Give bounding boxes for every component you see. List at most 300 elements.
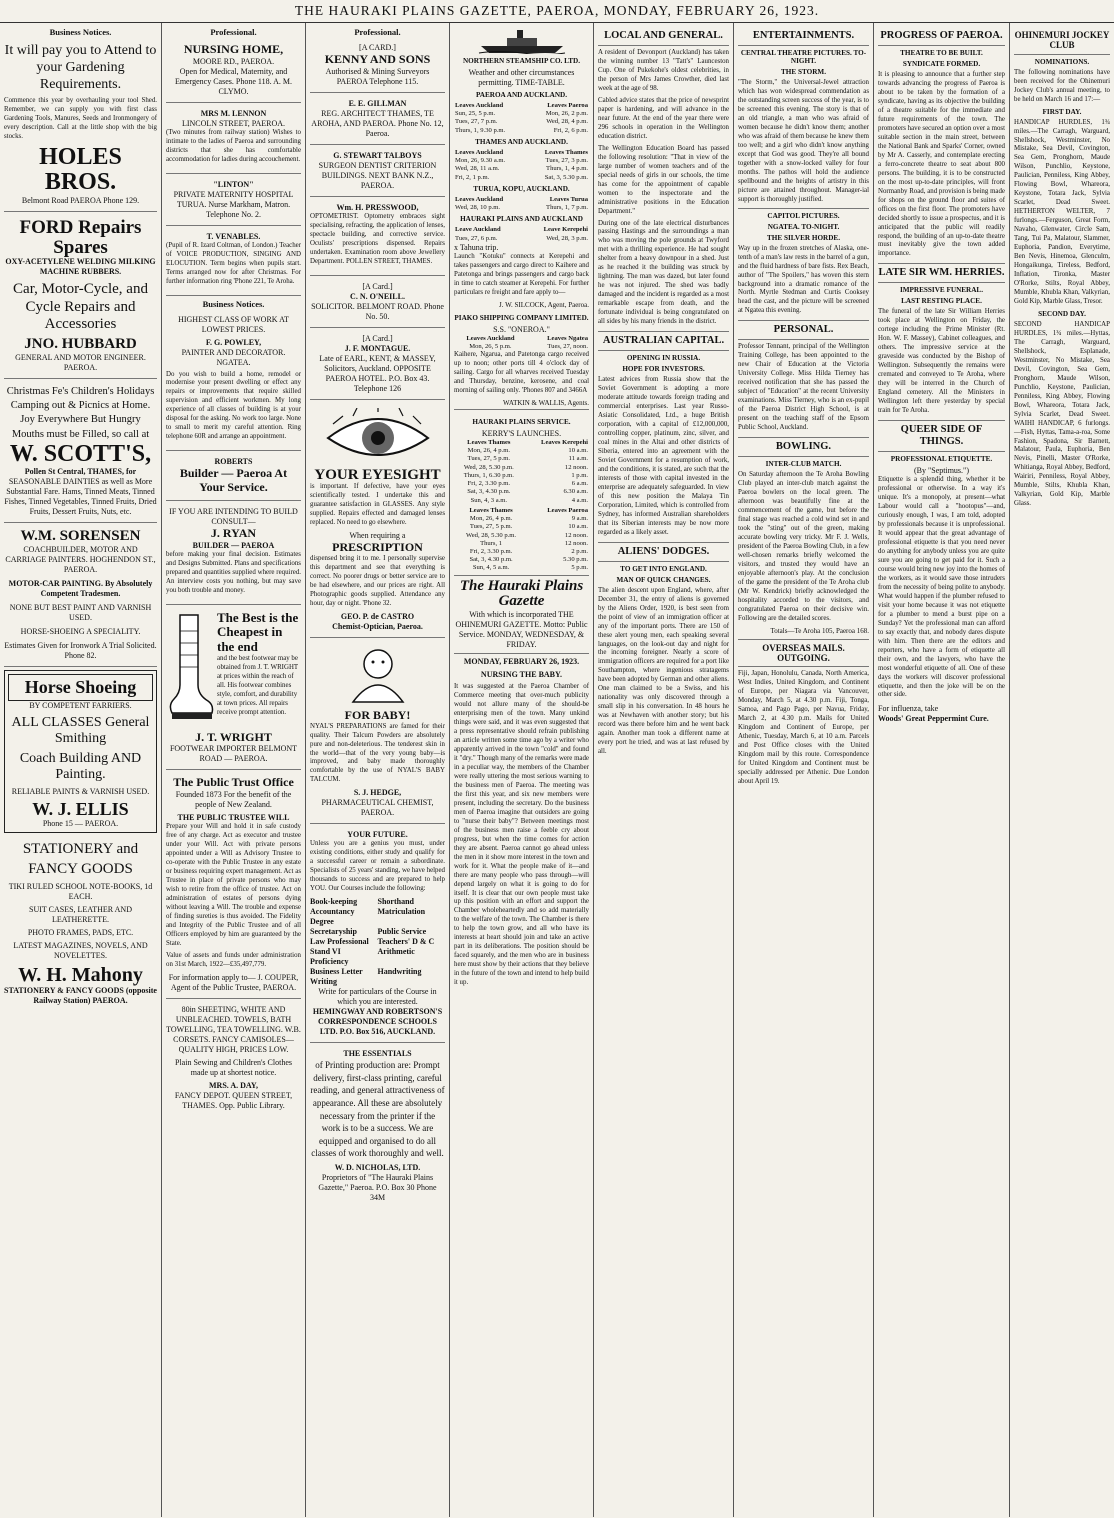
timetable-title: HAURAKI PLAINS AND AUCKLAND [460,215,583,224]
aust-text: Latest advices from Russia show that the Soviet Government is adopting a more moderate attitude towards foreign trading and commercial enterprises. Last year Russo-Asiatic Consolidated, Ltd., a huge British corporation, with a capital of £12,000,000, controlling copper, platinum, zinc, silver, and coal mines in the Altai and other districts of Siberia, entered into an agreement with the Soviet Government for a resumption of work, and the conditions, it is stated, are such that the interests of those with capital invested in the enterprise are adequately safeguarded. In view of this new position the Malaya Tin Corporation, Limited, which is controlled from Sydney, has informed Australian shareholders that its Siberian interests may be now more regarded as a likely asset. [598,376,729,536]
course-item: Matriculation [377,907,426,917]
powley-text: Do you wish to build a home, remodel or modernise your present dwelling or effect any repairs or improvements that require skilled supervision and efficient workmen. My long experience of all classes of building is at your disposal for the asking. No work too large. None to small to merit my careful attention. Ring telephone 60R and arrange an appointment. [166,370,301,441]
holes-bros-address: Belmont Road PAEROA Phone 129. [21,195,140,205]
second-day: SECOND DAY. [1038,309,1086,318]
wright-name: J. T. WRIGHT [195,729,272,744]
roberts-line: Builder — Paeroa At Your Service. [179,466,288,495]
timetable-cell: Sat, 3, 4.30 p.m. [467,488,511,496]
piako-ship: S.S. "ONEROA." [493,324,550,334]
presswood-ad [310,200,445,276]
holes-bros-name: HOLES BROS. [39,144,122,196]
course-item: Shorthand [377,897,414,907]
wright-sub: FOOTWEAR IMPORTER BELMONT ROAD — PAEROA. [169,744,298,764]
section-label: Professional. [354,27,401,37]
sewing: Plain Sewing and Children's Clothes made up at shortest notice. [175,1057,292,1077]
first-day: FIRST DAY. [1042,107,1082,116]
column-3 [306,23,450,1517]
varnish-note: NONE BUT BEST PAINT AND VARNISH USED. [9,602,152,622]
timetable-cell: Mon, 26, 4 p.m. [467,447,510,455]
column-7 [874,23,1010,1517]
hubbard-name: JNO. HUBBARD [24,336,137,353]
course-item: Book-keeping [310,897,358,907]
sorensen-sub: COACHBUILDER, MOTOR AND CARRIAGE PAINTERS. HOGHENDON ST., PAEROA. [5,544,156,574]
timetable-cell: 11 a.m. [568,455,588,463]
oneill-text: SOLICITOR. BELMONT ROAD. Phone No. 50. [311,301,444,321]
timetable-cell: 5 p.m. [571,564,588,572]
nicholas-name: W. D. NICHOLAS, LTD. [334,1162,421,1172]
timetable-row [454,157,589,165]
boot-illustration [166,611,214,731]
horse-speciality: HORSE-SHOEING A SPECIALITY. [20,626,141,636]
timetable-cell: Fri, 2, 3.30 p.m. [467,480,511,488]
kenny-card: [A CARD.] [359,43,396,52]
timetable-cell: Wed, 28, 5.30 p.m. [463,463,514,471]
column-2 [162,23,306,1517]
bowling-sub: INTER-CLUB MATCH. [765,460,842,469]
gazette-title: The Hauraki Plains Gazette [459,577,584,610]
local-text-1: A resident of Devonport (Auckland) has taken the winning number 13 "Tatt's" Launceston Cup. One of Pukekohe's oldest celebrities, in the person of Mrs James Crowther, died last week at the age of 98. [598,49,729,92]
timetable-row [454,174,589,182]
timetable-cell: Mon, 26, 9.30 a.m. [455,157,506,165]
motor-painting: MOTOR-CAR PAINTING. By Absolutely Competent Tradesmen. [8,578,153,598]
timetable-row [454,464,589,472]
lennon-name: MRS M. LENNON [200,108,267,118]
hp-note: x Tahuna trip. [454,242,499,252]
linton-ad [166,177,301,226]
timetable-cell: Sat, 3, 4.30 p.m. [469,556,513,564]
timetable-header-cell: Leave Auckland [455,226,501,234]
essentials-text: of Printing production are: Prompt delivery, first-class printing, careful reading, and general attractiveness of appearance. All these are absolutely necessary from the printer if the work is to be a success. We are equipped and organised to do all classes of work thoroughly and well. [310,1060,445,1159]
ryan-intro: IF YOU ARE INTENDING TO BUILD CONSULT— [169,506,298,526]
timetable-header-cell: Leaves Thames [467,438,511,446]
timetable-cell: Wed, 28, 5.30 p.m. [466,531,517,539]
timetable-cell: 6 a.m. [571,480,588,488]
timetable-row [454,556,589,564]
timetable-cell: Fri, 2, 3.30 p.m. [469,548,513,556]
talboys-name: G. STEWART TALBOYS [333,150,422,160]
timetable-hp [454,226,589,242]
timetable-cell: 1 p.m. [571,471,588,479]
ryan-ad [166,504,301,605]
timetable-cell: Tues, 27, noon. [547,342,588,350]
timetable-row [454,204,589,212]
hedge-ad [310,641,445,825]
powley-ad [166,312,301,452]
timetable-pa [454,102,589,135]
course-item: Public Service [377,927,427,937]
public-trust-ad [166,773,301,998]
local-general-title: LOCAL AND GENERAL. [598,30,729,46]
nominations-title: NOMINATIONS. [1034,57,1090,66]
timetable-cell: Tues, 27, 6 p.m. [455,234,498,242]
timetable-row [454,455,589,463]
timetable-header-cell: Leaves Turua [549,195,588,203]
progress-title: PROGRESS OF PAEROA. [878,30,1005,46]
piako-title: PIAKO SHIPPING COMPANY LIMITED. [454,313,589,322]
timetable-row [454,110,589,118]
photo-frames: PHOTO FRAMES, PADS, ETC. [27,928,134,938]
stationery-headline: STATIONERY and FANCY GOODS [22,840,139,878]
baby-illustration [333,644,423,704]
jockey-club-title: OHINEMURI JOCKEY CLUB [1014,30,1110,55]
castro-sub: Chemist-Optician, Paeroa. [332,621,423,631]
timetable-title: PAEROA AND AUCKLAND. [475,91,568,99]
nicholas-text: Proprietors of "The Hauraki Plains Gazette," Paeroa. P.O. Box 30 Phone 34M [318,1172,437,1202]
roberts-name: ROBERTS [214,457,253,467]
ryan-text: before making your final decision. Estimates and Designs Submitted. Plans and specifications prepared and quantities supplied where required. An interview costs you nothing, but may save you both trouble and money. [166,550,301,594]
talboys-text: SURGEON DENTIST CRITERION BUILDINGS. NEXT BANK N.Z., PAEROA. [318,160,437,190]
northern-note: Weather and other circumstances permitting. TIME-TABLE. [468,68,575,87]
tiki-notebooks: TIKI RULED SCHOOL NOTE-BOOKS, 1d EACH. [8,882,153,902]
herries-sub-2: LAST RESTING PLACE. [901,297,982,306]
timetable-header-cell: Leaves Kerepehi [541,438,588,446]
timetable-turua [454,196,589,212]
farriers: BY COMPETENT FARRIERS. [29,700,132,710]
courses-text: Write for particulars of the Course in which you are interested. [318,987,437,1007]
sorensen-ad [4,526,157,667]
smithing: ALL CLASSES General Smithing [11,714,150,746]
timetable-cell: Thurs, 1, 9.30 p.m. [455,126,506,134]
timetable-row [454,165,589,173]
progress-text: It is pleasing to announce that a further step towards advancing the progress of Paeroa is about to be taken by the formation of a syndicate, having as its objective the building of a theatre suitable for the immediate and future requirements of the town. The promoters have secured an option over a most suitable section in the main street, between the National Bank and Sparks' Corner, owned by Mr A. Casserly, and contemplate erecting a ferro-concrete theatre to seat about 800 persons. The building, it is to be constructed on the most up-to-date principles, will front Normanby Road, and provision is being made for shops on the ground floor and suites of offices on the first floor. The promoters have decided shortly to issue a prospectus, and it is anticipated that the public will readily respond, the building of an up-to-date theatre must inevitably give the town added importance. [878,71,1005,258]
castro-name: GEO. P. de CASTRO [340,611,415,621]
timetable-cell: Wed, 28, 4 p.m. [546,118,588,126]
mails-text: Fiji, Japan, Honolulu, Canada, North America, West Indies, United Kingdom, and Continent of Europe, per Niagara via Vancouver, Monday, March 5, at 4.30 p.m. Fiji, Tonga, Samoa, and Pago Pago, per Navua, Friday, March 2, at 4.30 p.m. Mails for United Kingdom and Continent of Europe, per Athenic, Tuesday, March 6, at 10 a.m. Parcels and Post Office closes with the United Kingdom mail by this route. Correspondence for United Kingdom and Continent must be specially addressed per Athenic. Due London about April 19. [738,670,869,785]
timetable-cell: Wed, 28, 3 p.m. [546,234,588,242]
aliens-sub: TO GET INTO ENGLAND. [620,564,707,573]
timetable-row [454,488,589,496]
timetable-cell: Tues, 27, 7 p.m. [455,118,498,126]
trust-title: The Public Trust Office [173,775,294,790]
ryan-line: BUILDER — PAEROA [192,540,275,550]
timetable-header-cell: Leaves Thames [544,148,588,156]
central-theatre: CENTRAL THEATRE PICTURES. TO-NIGHT. [740,49,867,66]
scott-name: W. SCOTT'S, [9,440,152,467]
timetable-row [454,515,589,523]
flu-ad: For influenza, take [878,704,939,714]
capitol-sub: NGATEA. TO-NIGHT. [767,222,840,231]
timetable-cell: 10 a.m. [568,447,588,455]
venables-text: (Pupil of R. Izard Coltman, of London.) Teacher of VOICE PRODUCTION, SINGING AND ELOCUTION. Term begins when pupils start. Terms arranged now for after Christmas. For further information ring 'Phone 221, Te Aroha. [166,241,301,285]
ford-headline: FORD Repairs Spares [19,216,142,258]
powley-sub: PAINTER AND DECORATOR. NGATEA. [181,347,286,367]
bowling-title: BOWLING. [738,437,869,457]
horde-title: THE SILVER HORDE. [766,233,841,242]
day-sub: FANCY DEPOT. QUEEN STREET, THAMES. Opp. Public Library. [174,1090,293,1110]
herries-text: The funeral of the late Sir William Herries took place at Wellington on Friday, the cortege including the Prime Minister (Rt. Hon. W. F. Massey), Cabinet colleagues, and others. The impressive service at the graveside was conducted by the Bishop of Wellington. Subsequently the remains were cremated and conveyed to Te Aroha, where they will be interred in the Church of England cemetery. All the Ministers in Wellington left there yesterday by special train for Te Aroha. [878,308,1005,415]
column-5 [594,23,734,1517]
garden-ad-headline: It will pay you to Attend to your Gardening Requirements. [4,43,157,92]
timetable-title: THAMES AND AUCKLAND. [475,137,568,146]
presswood-name: Wm. H. PRESSWOOD, [336,202,419,212]
aust-sub-2: HOPE FOR INVESTORS. [622,365,705,374]
presswood-text: OPTOMETRIST. Optometry embraces sight specialising, refracting, the application of lenses, spectacle building, and corrective service. Oculists' prescriptions dispensed. Repairs undertaken. Examination room above Jewellery Department. POLLEN STREET, THAMES. [310,212,445,265]
courses-list [310,897,445,987]
timetable-header-cell: Leaves Paeroa [547,102,588,109]
timetable-cell: Tues, 27, 5 p.m. [467,455,511,463]
car-repairs: Car, Motor-Cycle, and Cycle Repairs and Accessories [13,281,148,332]
queer-byline: (By "Septimus.") [914,466,969,476]
roberts-ad [166,454,301,501]
local-text-4: During one of the late electrical disturbances passing Hastings and the surroundings a man who was moving the pole grounds at Twyford met with a thrilling experience. He had sought shelter from a heavy downpour in a shed. Just as he reached it the building was struck by lightning. The man was dazed, but later found he was not injured. The shed was badly damaged and the incident is regarded as a most remarkable escape from death, and the fortunate individual is being congratulated on all sides by his many friends in the district. [598,219,729,326]
oneill-ad [310,279,445,328]
timetable-row [454,548,589,556]
timetable-cell: 5.30 p.m. [563,556,588,564]
silcock-signature: J. W. SILCOCK, Agent, Paeroa. [498,300,589,309]
timetable-cell: Wed, 28, 11 a.m. [455,165,500,173]
linton-title: "LINTON" [213,179,254,189]
wright-ad [166,608,301,771]
course-item: Secretaryship [310,927,357,937]
course-item: Business Letter Writing [310,967,363,987]
section-label: Business Notices. [49,27,112,37]
section-label: Business Notices. [202,298,265,309]
mahony-sub: STATIONERY & FANCY GOODS (opposite Railway Station) PAEROA. [4,986,157,1006]
essentials-title: THE ESSENTIALS [343,1049,412,1059]
eyesight-title: YOUR EYESIGHT [314,466,441,483]
timetable-row [454,540,589,548]
ford-ad [4,215,157,379]
course-item: Arithmetic [377,947,415,957]
timetable-cell: Sat, 3, 5.30 p.m. [544,173,588,181]
timetable-row [454,118,589,126]
progress-sub: THEATRE TO BE BUILT. [900,49,983,58]
course-item: Law Professional [310,937,369,947]
column-8 [1010,23,1114,1517]
timetable-header-cell: Leaves Thames [469,506,513,514]
timetable-cell: Thurs, 1, 4 p.m. [546,165,588,173]
timetable-row [454,343,589,351]
horse-shoeing: Horse Shoeing [8,674,153,701]
aliens-title: ALIENS' DODGES. [598,542,729,562]
timetable-cell: Fri, 2, 6 p.m. [553,126,588,134]
mahony-name: W. H. Mahony [18,964,143,987]
eye-icon [323,408,433,466]
timetable-cell: Sun, 4, 3 a.m. [470,496,508,504]
oxy-welding: OXY-ACETYLENE WELDING MILKING MACHINE RUBBERS. [5,257,156,277]
estimates: Estimates Given for Ironwork A Trial Solicited. Phone 82. [4,640,157,660]
prescription-intro: When requiring a [349,531,406,541]
mahony-ad [4,836,157,1012]
timetable-cell: 6.30 a.m. [563,488,588,496]
masthead: THE HAURAKI PLAINS GAZETTE, PAEROA, MONDAY, FEBRUARY 26, 1923. [294,3,820,18]
future-title: YOUR FUTURE. [347,830,408,840]
hemingway-ad [310,827,445,1043]
highest-class: HIGHEST CLASS OF WORK AT LOWEST PRICES. [178,314,289,334]
queer-title: QUEER SIDE OF THINGS. [878,420,1005,452]
powley-name: F. G. POWLEY, [205,337,262,347]
hemingway-name: HEMINGWAY AND ROBERTSON'S CORRESPONDENCE SCHOOLS LTD. P.O. Box 516, AUCKLAND. [312,1007,443,1037]
timetable-cell: Thurs, 1 [480,539,503,547]
editorial-title: NURSING THE BABY. [480,670,563,680]
timetable-row [454,523,589,531]
timetable-cell: Mon, 26, 5 p.m. [469,342,512,350]
kenny-name: KENNY AND SONS [324,52,431,66]
timetable-row [454,447,589,455]
column-6 [734,23,874,1517]
piako-agents: WATKIN & WALLIS, Agents. [502,398,589,407]
timetable-row [454,472,589,480]
hedge-sub: PHARMACEUTICAL CHEMIST, PAEROA. [321,798,434,818]
timetable-cell: 10 a.m. [568,523,588,531]
timetable-cell: Tues, 27, 3 p.m. [545,157,588,165]
northern-title: NORTHERN STEAMSHIP CO. LTD. [462,57,581,65]
kerry-service [454,413,589,576]
coach-building: Coach Building AND Painting. [19,750,142,782]
editorial-date: MONDAY, FEBRUARY 26, 1923. [463,657,580,667]
service-sub: KERRY'S LAUNCHES. [481,428,562,438]
timetable-cell: 4 a.m. [571,496,588,504]
queer-sub: PROFESSIONAL ETIQUETTE. [890,455,993,464]
gazette-masthead [454,579,589,655]
australian-capital-title: AUSTRALIAN CAPITAL. [598,331,729,351]
trust-value: Value of assets and funds under administration on 31st March, 1922—£35,497,779. [166,951,301,968]
second-day-text: SECOND HANDICAP HURDLES, 1¾ miles.—Hyttas, The Carragh, Warguard, Shellshock, Esplanade, Westminster, No Mistake, Sea Devil, Covington, Sea Gem, Pronghorn, Maude Wilson, Punchlio, Keystone, Paulician, Penniless, King Abbey, Flowing Bowl, Whareora, Totara Jack, Sylvia Scarlet, Dead Sweet. WAIHI HANDICAP, 6 furlongs.—Fish, Hyttas, Tama-a-roa, Some Fashion, Spadona, Sir Barnett, Malatour, Paula, Euphoria, Ben Nevis, Pinelli, Master O'Rorke, Whitianga, Royal Abbey, Bedford, Wairiri, Penniless, Royal Abbey, Mumble, Stilts, Khubla Khan, Valkyrian, Gold Kip, Marble Glass. [1014,320,1110,508]
timetable-cell: 12 noon. [564,539,588,547]
timetable-cell: Thurs, 1, 6.30 p.m. [463,471,514,479]
personal-title: PERSONAL. [738,320,869,340]
timetable-cell: Mon, 26, 2 p.m. [545,110,588,118]
timetable-cell: Wed, 28, 10 p.m. [455,204,501,212]
timetable-row [454,532,589,540]
timetable-row [454,564,589,572]
aust-sub: OPENING IN RUSSIA. [626,354,701,363]
oneill-name: C. N. O'NEILL. [350,291,405,301]
kenny-ad [310,40,445,93]
timetable-cell: Sun, 25, 5 p.m. [455,110,496,118]
timetable-cell: Sun, 4, 5 a.m. [472,564,510,572]
herries-title: LATE SIR WM. HERRIES. [878,263,1005,283]
launch-text: Launch "Kotuku" connects at Kerepehi and takes passengers and cargo direct to Kaihere and Patetonga and brings passengers and cargo back in time to catch steamer at Kerepehi. For further particulars re freight and fare apply to— [454,252,589,296]
gillman-ad [310,96,445,145]
timetable-cell: Mon, 26, 4 p.m. [469,515,513,523]
editorial-text: It was suggested at the Paeroa Chamber of Commerce meeting that over-much publicity would not allure many of the should-be enterprising men of the town. Many unkind things were said, and it was even suggested that a press representative should refrain publishing an article written some time ago by a writer who apparently arrived in the town "cold" and found it "dry." Though many of the remarks were made in a peculiar way, the members of the Chamber were really uttering the most serious warning to the business men of Paeroa. The meeting was the first this year, and six new members were present, including the secretary. Do the business men of Paeroa imagine that outsiders are going to "nurse their baby"? Between meetings most of the business men raise a feeble cry about progress, but when the time comes for action they are absent. Paeroa cannot go ahead unless the men in it show more interest in the town and work for it. What the people make of it—and there are many people who pass through—will depend largely on what it is going to do for itself. It is clear that our own people must take up this position with an effort and support the Chamber wholeheartedly and so add materially to the welfare of the town. The Chamber is there to help the town grow, and all who have its interests at heart should join and take an active part in its deliberations. The position should be faced squarely, and the men who are in business here must show by their actions that they believe in the future of the town and intend to help build it up. [454,683,589,987]
service-table [454,439,589,505]
queer-text: Etiquette is a splendid thing, whether it be professional or otherwise. In a way it's unique. It's a monopoly, at present—what Labour would call a "hootopus"—and, curiously enough, I was, I am told, adopted by professionals because it is unprofessional. It would appear that the great advantage of professional etiquette is that you need never do anything for anybody unless you are quite sure you are going to get paid for it. Such a course would bring new joy into the homes of the workers, as it would save those intruders from the necessity of being polite to anybody. What would happen if the plumber refused to visit your home because it was not etiquette for a plumber to mend a burst pipe on a Sunday? Yet the professional man can afford to say exactly that, and nobody dares dispute with him. Then there are the editors and reporters, who have a form of etiquette all their own, and the lawyers, who have the most wonderful etiquette of all. One of these days the workers will discover professional etiquette, and then the joke will be on the other side. [878,476,1005,699]
course-item: Stand VI Proficiency [310,947,349,967]
best-title: The Best is the Cheapest in the end [217,609,299,655]
nicholas-ad [310,1046,445,1208]
christmas-text: Christmas Fe's Children's Holidays Camping out & Picnics at Home. Joy Everywhere But Hungry Mouths must be Filled, so call at [6,385,155,440]
aliens-sub-2: MAN OF QUICK CHANGES. [616,575,711,584]
column-4 [450,23,594,1517]
newspaper-page [0,22,1114,1517]
ryan-name: J. RYAN [210,525,257,540]
ellis-phone: Phone 15 — PAEROA. [42,818,119,828]
timetable-header-cell: Leaves Auckland [455,102,504,109]
linton-text: PRIVATE MATERNITY HOSPITAL TURUA. Nurse Markham, Matron. Telephone No. 2. [173,189,294,219]
timetables [454,91,589,253]
timetable-row [454,480,589,488]
horde-text: Way up in the frozen stretches of Alaska, one-tenth of a man's law rests in the barrel of a gun, and the fluid hardness of bare fists. Rex Beach, author of "The Spoilers," has woven this stern background into a dramatic romance of the North. Myrtle Stedman and Curtis Cooksey head the cast, and the picture will be screened at Ngatea this evening. [738,244,869,315]
day-ad [166,1002,301,1116]
prescription-text: dispensed bring it to me. I personally supervise this department and see that everything is correct. No poorer drugs or better service are to be had elsewhere, and our prices are right. All Photographic goods supplied. Attendance any hour, day or night. 'Phone 32. [310,555,445,607]
section-label: Professional. [210,27,257,37]
baby-text: NYAL'S PREPARATIONS are famed for their quality. Their Talcum Powders are absolutely pure and non-deleterious. The tenderest skin in the world—that of the very young baby—is improved, and baby made thoroughly comfortable by the use of NYAL'S BABY TALCUM. [310,722,445,784]
timetable-header-cell: Leaves Auckland [455,148,504,156]
local-text-2: Cabled advice states that the price of newsprint paper is hardening, and will advance in the near future. At the end of the year there were 296 schools in operation in the Wellington education district. [598,96,729,140]
capitol-title: CAPITOL PICTURES. [738,208,869,220]
lennon-address: LINCOLN STREET, PAEROA. [181,118,286,128]
personal-text: Professor Tennant, principal of the Wellington Training College, has been appointed to the new Chair of Education at the Victoria University College. Miss Hilda Tierney has received notification that she has passed the subject of "Education" at the recent University examinations. Miss Tierney, who is an ex-pupil of the Paeroa District High School, is at present on the teaching staff of the Epsom Public School, Auckland. [738,343,869,432]
timetable-cell: 9 a.m. [571,515,588,523]
timetable-row [454,497,589,505]
suitcases: SUIT CASES, LEATHER AND LEATHERETTE. [29,905,132,925]
best-text: and the best footwear may be obtained from J. T. WRIGHT at prices within the reach of all. His footwear combines style, comfort, and durability at town prices. All repairs receive prompt attention. [217,655,299,717]
progress-sub-2: SYNDICATE FORMED. [902,60,981,69]
trust-info: For information apply to— J. COUPER, Agent of the Public Trustee, PAEROA. [168,972,299,992]
timetable-row [454,235,589,243]
garden-ad-text: Commence this year by overhauling your tool Shed. Remember, we can supply you with first class Gardening Tools, Manures, Seeds and Ironmongery of every description. Call at the little shop with the big stocks. [4,97,157,141]
entertainments-title: ENTERTAINMENTS. [738,30,869,46]
ellis-name: W. J. ELLIS [32,798,129,819]
bowling-total: Totals—Te Aroha 105, Paeroa 168. [770,626,869,635]
first-day-text: HANDICAP HURDLES, 1¾ miles.—The Carragh, Warguard, Shellshock, Westminster, No Mistake, Sea Devil, Covington, Sea Gem, Pronghorn, Maude Wilson, Punchlio, Keystone, Paulician, Penniless, King Abbey, Flowing Bowl, Whareora, Keystone, Totara Jack, Sylvia Scarlet, Dead Sweet. HETHERTON WELTER, 7 furlongs.—Ferguson, Great Form, Navaho, Glenwater, Circle Sam, Tang, Tui Pa, Malatour, Slammer, Euphoria, Pandion, Everytime, Ben Nevis, Hinemoa, Glenculm, Hongaikunga, Tireless, Bedford, Inflation, Tironka, Master O'Rorke, Stilts, Royal Abbey, Mumble, Khubla Khan, Valkyrian, Gold Kip, Marble Glass, Tresor. [1014,118,1110,305]
nursing-title: NURSING HOME, [183,42,284,56]
nominations-intro: The following nominations have been received for the Ohinemuri Jockey Club's annual meeting, to be held on March 16 and 17:— [1014,68,1110,103]
column-1 [0,23,162,1517]
sheeting: 80in SHEETING, WHITE AND UNBLEACHED. TOWELS, BATH TOWELLING, TEA TOWELLING. W.B. CORSETS. FANCY CAMISOLES—QUALITY HIGH, PRICES LOW. [166,1004,301,1054]
prescription-title: PRESCRIPTION [332,540,423,555]
venables-name: T. VENABLES. [206,231,261,241]
timetable-cell: 12 noon. [564,463,588,471]
scott-address: Pollen St Central, THAMES, for [24,466,137,476]
course-item: Handwriting [377,967,422,977]
timetable-header-cell: Leaves Paeroa [547,506,588,514]
ellis-ad [4,670,157,833]
timetable-row [454,127,589,135]
course-item: Teachers' D & C [377,937,435,947]
aliens-text: The alien descent upon England, where, after December 31, the entry of aliens is governed by the Aliens Order, 1920, is best seen from the point of view of an immigration officer at any of the important ports. There are 150 of these alert young men, each speaking several languages, on the look-out day and night for the incoming foreigner. Nearly a score of immigration officers are required for a port like Southampton, where ingenious stratagems have been adopted by German and other aliens. One man claimed to be a Swiss, and his nationality was only discovered through a small slip in his conversation. In 48 hours he was at Newhaven with another story; but his record was there before him and he went back again. Another man took a different name at every port he tried, and was at last refused by all. [598,586,729,756]
nursing-text: Open for Medical, Maternity, and Emergency Cases. Phone 118. A. M. CLYMO. [174,66,293,96]
oneill-card: [A Card.] [362,281,393,291]
baby-title: FOR BABY! [344,707,411,722]
venables-ad [166,229,301,296]
piako-table [454,335,589,351]
timetable-cell: Tues, 27, 5 p.m. [469,523,513,531]
nursing-address: MOORE RD., PAEROA. [192,56,275,66]
montague-text: Late of EARL, KENT, & MASSEY, Solicitors, Auckland. OPPOSITE PAEROA HOTEL. P.O. Box 43. Telephone 126 [319,353,436,393]
hubbard-sub: GENERAL AND MOTOR ENGINEER. PAEROA. [15,352,146,372]
eyesight-text: is important. If defective, have your eyes scientifically tested. I undertake this and guarantee satisfaction in GLASSES. Any style supplied. Repairs effected and damaged lenses replaced. No need to go elsewhere. [310,483,445,527]
hedge-name: S. J. HEDGE, [353,788,402,798]
service-table-2 [454,507,589,573]
montague-ad [310,331,445,400]
local-text-3: The Wellington Education Board has passed the following resolution: "That in view of the large number of women teachers and of the special needs of girls in our schools, the time has come for the appointment of capable women to the inspectorate and the administrative positions in the Education Department." [598,144,729,215]
timetable-cell: Fri, 2, 1 p.m. [455,173,490,181]
steamship-icon [477,28,567,54]
kenny-text: Authorised & Mining Surveyors PAEROA Telephone 115. [325,66,430,86]
garden-ad [4,40,157,212]
timetable-cell: Thurs, 1, 7 p.m. [546,204,588,212]
timetable-title: TURUA, KOPU, AUCKLAND. [473,184,570,193]
montague-card: [A Card.] [362,333,393,343]
gillman-text: REG. ARCHITECT THAMES, TE AROHA, AND PAEROA. Phone No. 12, Paeroa. [311,108,444,138]
montague-name: J. F. MONTAGUE. [344,343,411,353]
timetable-header-cell: Leaves Ngatea [547,334,588,342]
storm-text: "The Storm," the Universal-Jewel attraction which has won widespread commendation as the outstanding screen success of the year, is to be screened this evening. The story is that of an old triangle, a man who was afraid of women because he didn't know them; another who was afraid of them because he knew them too well; and a girl who didn't know anything except that God was good. They're all bound together with a snow-locked valley for four months. The pathos will hold the audience spellbound and the heights of artistry in this picture are attained throughout. Manager-ial support is thoroughly justified. [738,79,869,203]
scott-ad [4,382,157,523]
service-title: HAURAKI PLAINS SERVICE. [472,417,571,426]
trust-head: THE PUBLIC TRUSTEE WILL [177,813,290,823]
timetable-cell: 12 noon. [564,531,588,539]
timetable-ta [454,149,589,182]
course-item: Accountancy Degree [310,907,355,927]
bowling-text: On Saturday afternoon the Te Aroha Bowling Club played an inter-club match against the Paeroa bowlers on the local green. The afternoon was beautifully fine at the commencement of the game, but before the final stage was reached a cold wind set in and took the "sting" out of the green, making accurate bowling very tricky. Mr F. J. Wells, president of the Paeroa Bowling Club, in a few well-chosen remarks briefly welcomed the visitors, and trusted they would have an enjoyable afternoon's play. At the conclusion of the game the president of the Te Aroha club (Mr W. Kendrick) briefly acknowledged the hospitality accorded to the visitors, and congratulated Paeroa on their decisive win. Following are the detailed scores. [738,471,869,622]
de-castro-ad [310,403,445,638]
trust-text: Prepare your Will and hold it in safe custody free of any charge. Act as executor and trustee under your Will. Act with private persons appointed under a Will as Advisory Trustee to co-operate with the Public Trustee in any estate or business requiring expert management. Act as Trustee in place of private persons who may wish to retire from the office of trustee. Act on administration of estates of persons dying without leaving a Will. The trouble and expense of finding sureties is thus avoided. The Fidelity and Integrity of the Public Trustee and of all Officers employed by him are guaranteed by the State. [166,823,301,947]
timetable-cell: 2 p.m. [571,548,588,556]
